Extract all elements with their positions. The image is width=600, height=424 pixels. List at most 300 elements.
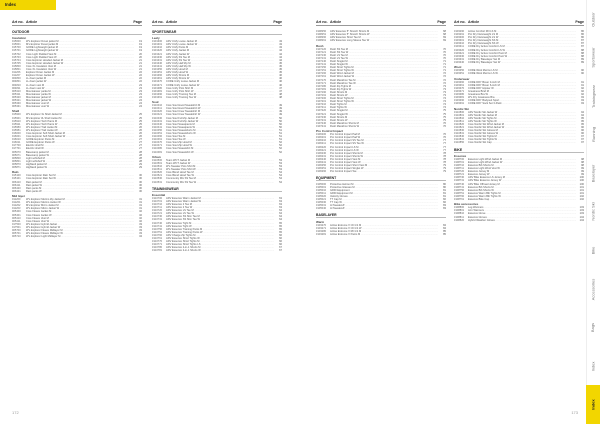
article-number: 915101: [12, 177, 21, 181]
entry-list: [152, 30, 282, 252]
article-name: GORE Explorer Pants M .....: [26, 138, 134, 141]
page-ref: 22: [139, 77, 142, 81]
index-row: [316, 39, 446, 42]
article-number: 905871: [12, 166, 21, 170]
page-ref: 30: [139, 174, 142, 178]
article-name: ADV Essence 2 Tee W .....: [166, 206, 274, 209]
article-name: W's Sweater Polo Shirt W .....: [166, 168, 274, 171]
article-number: 1907121: [316, 50, 327, 54]
article-number: 1907181: [316, 87, 327, 91]
article-number: 1903280: [316, 229, 327, 233]
page-ref: 97: [581, 138, 584, 142]
article-name: Pro Dry Nanoweight SS M .....: [468, 39, 576, 42]
section-tab[interactable]: [586, 347, 600, 386]
header-page: Page: [437, 20, 446, 24]
page-ref: 66: [279, 243, 282, 247]
article-name: GRID Equipment .....: [330, 189, 438, 192]
article-number: 1907201: [316, 100, 327, 104]
article-name: Core Soul Full Zip Jacket M .....: [166, 117, 274, 120]
article-name: Active Comfort RN LS M .....: [468, 30, 576, 33]
article-number: 905070: [12, 150, 21, 154]
page-ref: 93: [581, 96, 584, 100]
page-ref: 81: [443, 194, 446, 198]
page-ref: 46: [279, 83, 282, 87]
article-number: 1903301: [454, 39, 465, 43]
index-row: [152, 181, 282, 184]
page-ref: 72: [443, 81, 446, 85]
page-ref: 45: [279, 64, 282, 68]
article-number: 905331: [12, 105, 21, 109]
article-name: Rush LS Tee W .....: [330, 57, 438, 60]
article-number: 1903391: [454, 102, 465, 106]
page-ref: 50: [279, 119, 282, 123]
article-number: 1903351: [454, 72, 465, 76]
page-ref: 44: [279, 52, 282, 56]
page-ref: 50: [279, 116, 282, 120]
page-ref: 48: [279, 95, 282, 99]
index-column-4: [454, 20, 584, 222]
page-ref: 103: [579, 206, 584, 210]
page-ref: 97: [581, 141, 584, 145]
index-row: [152, 249, 282, 252]
article-name: W's Explorer Hybrid Jacket .....: [26, 223, 134, 226]
article-number: 1908720: [454, 170, 465, 174]
article-name: ADV Nordic Ski Jacket M .....: [468, 114, 576, 117]
article-number: 915910: [12, 119, 21, 123]
article-name: Essence Light Wool Vest W .....: [468, 167, 576, 170]
page-number-right: 173: [571, 410, 578, 415]
article-name: Rush Marathon Tee W .....: [330, 82, 438, 85]
article-number: 1906200: [316, 133, 327, 137]
article-name: Mountaineer parka M .....: [26, 90, 134, 93]
article-number: 1910751: [152, 230, 163, 234]
article-name: Rush Short Tights W .....: [330, 69, 438, 72]
article-number: 1906241: [316, 161, 327, 165]
page-ref: 23: [139, 92, 142, 96]
article-name: Essence Light Wind Jacket W .....: [468, 161, 576, 164]
page-ref: 83: [443, 207, 446, 211]
article-number: 1907131: [316, 56, 327, 60]
article-name: Rush Singlet M .....: [330, 60, 438, 63]
header-article: Article: [26, 20, 38, 24]
page-ref: 50: [279, 125, 282, 129]
page-ref: 65: [279, 227, 282, 231]
page-ref: 78: [443, 154, 446, 158]
article-number: 1908760: [454, 194, 465, 198]
article-number: 915600: [12, 40, 21, 44]
article-number: 917700: [12, 144, 21, 148]
article-number: 915702: [12, 52, 21, 56]
page-ref: 103: [579, 212, 584, 216]
page-ref: 64: [279, 215, 282, 219]
article-name: Core Nordic Ski Tights M .....: [468, 135, 576, 138]
article-name: Electric shell W .....: [26, 147, 134, 150]
article-number: 1908741: [454, 185, 465, 189]
article-name: Core Blend Hood Tee W .....: [166, 174, 274, 177]
page-ref: 24: [139, 98, 142, 102]
article-number: 1907221: [316, 112, 327, 116]
article-number: 1901371: [152, 83, 163, 87]
article-number: 905710: [12, 235, 21, 239]
article-number: 1903371: [454, 89, 465, 93]
article-name: Pro Control Impact Singlet W .....: [330, 167, 438, 170]
subsection-heading: Essential: [152, 192, 166, 197]
article-number: 905330: [12, 102, 21, 106]
page-ref: 33: [139, 225, 142, 229]
article-number: 1908721: [454, 173, 465, 177]
page-ref: 25: [139, 119, 142, 123]
article-number: 1901340: [152, 61, 163, 65]
article-number: 1910770: [152, 240, 163, 244]
subsection-heading: Pro Control Impact: [316, 129, 344, 134]
page-ref: 24: [139, 102, 142, 106]
article-number: 1906251: [316, 167, 327, 171]
header-art-no: Art no.: [152, 20, 164, 24]
index-row: [454, 219, 584, 222]
page-ref: 64: [279, 212, 282, 216]
article-name: ADV Unify Loose Jacket W .....: [166, 43, 274, 46]
article-number: 1910771: [152, 243, 163, 247]
section-tab[interactable]: [586, 116, 600, 155]
page-ref: 20: [139, 55, 142, 59]
section-tab[interactable]: [586, 154, 600, 193]
article-name: Highland jacket W .....: [26, 166, 134, 169]
article-number: 915911: [12, 122, 21, 126]
article-name: Hybrid Weather Gloves .....: [468, 219, 576, 222]
section-tab[interactable]: [586, 77, 600, 116]
index-row: [316, 233, 446, 236]
article-number: 1907220: [316, 109, 327, 113]
article-number: 905400: [12, 210, 21, 214]
article-number: 1910481: [152, 150, 163, 154]
article-name: Rush Marathon Tee M .....: [330, 79, 438, 82]
article-name: Core Soul Zip Hood W .....: [166, 144, 274, 147]
page-ref: 84: [443, 226, 446, 230]
article-number: 905870: [12, 162, 21, 166]
page-ref: 22: [139, 71, 142, 75]
article-number: 915703: [12, 55, 21, 59]
article-name: Active Extreme X CN LS M .....: [330, 224, 438, 227]
article-name: Core Explorer Soft Shell Jacket W .....: [26, 135, 134, 138]
page-ref: 29: [139, 162, 142, 166]
page-ref: 44: [279, 49, 282, 53]
article-name: Electric shell M .....: [26, 144, 134, 147]
article-name: Pro Control Impact Vest M .....: [330, 158, 438, 161]
article-number: 1910701: [152, 199, 163, 203]
page-ref: 75: [443, 115, 446, 119]
page-ref: 71: [443, 69, 446, 73]
subsection-heading: Warm: [316, 219, 325, 224]
article-name: W's Explorer Micro Jacket W .....: [26, 207, 134, 210]
article-name: Core Soul Sweatshorts M .....: [166, 129, 274, 132]
article-name: W's Explorer Merino Zip Jacket M .....: [26, 198, 134, 201]
page-ref: 72: [443, 78, 446, 82]
article-number: 1910700: [152, 196, 163, 200]
page-ref: 65: [279, 230, 282, 234]
section-tab-label: Index: [590, 361, 596, 372]
article-number: 1907160: [316, 72, 327, 76]
section-tab-label: Trainingwear: [590, 84, 596, 108]
page-ref: 68: [443, 33, 446, 37]
article-name: Al Sweatcuff .....: [330, 204, 438, 207]
page-ref: 44: [279, 58, 282, 62]
article-number: 1910731: [152, 218, 163, 222]
article-number: 1901370: [152, 80, 163, 84]
page-ref: 89: [581, 57, 584, 61]
section-tab[interactable]: [586, 39, 600, 78]
article-number: 905410: [12, 216, 21, 220]
article-name: W's Dry Greatness Bra .....: [468, 96, 576, 99]
article-number: 1908810: [454, 212, 465, 216]
page-ref: 67: [279, 246, 282, 250]
article-name: Rain pants W .....: [26, 190, 134, 193]
page-ref: 79: [443, 164, 446, 168]
article-name: Rush Shorts M .....: [330, 116, 438, 119]
article-number: 1903270: [316, 223, 327, 227]
article-number: 1906221: [316, 148, 327, 152]
article-number: 1907120: [316, 47, 327, 51]
article-name: Rush Singlet M .....: [330, 109, 438, 112]
article-number: 1910511: [152, 168, 162, 172]
page-ref: 64: [279, 218, 282, 222]
article-name: Greatness Bra W .....: [468, 93, 576, 96]
article-name: Rush Short Tights M .....: [330, 97, 438, 100]
page-ref: 74: [443, 103, 446, 107]
page-ref: 101: [579, 188, 584, 192]
index-row: [454, 141, 584, 144]
article-name: GORE Explorer Pants W .....: [26, 141, 134, 144]
page-ref: 81: [443, 188, 446, 192]
article-number: 917500: [12, 222, 21, 226]
page-ref: 76: [443, 136, 446, 140]
article-name: ADV Essence 2-in-1 Shorts W .....: [166, 249, 274, 252]
article-number: 911206: [12, 71, 21, 75]
article-number: 1903350: [454, 69, 465, 73]
page-ref: 26: [139, 135, 142, 139]
page-ref: 54: [279, 171, 282, 175]
article-name: W's Explorer Duvet jacket M .....: [26, 40, 134, 43]
page-ref: 53: [279, 168, 282, 172]
section-tab[interactable]: [586, 385, 600, 424]
page-ref: 23: [139, 83, 142, 87]
page-ref: 32: [139, 216, 142, 220]
page-ref: 51: [279, 135, 282, 139]
article-name: ADV Essence SS Slim Tee M .....: [166, 215, 274, 218]
article-number: 911203: [12, 207, 21, 211]
page-ref: 32: [139, 219, 142, 223]
page-ref: 66: [279, 233, 282, 237]
page-ref: 33: [139, 229, 142, 232]
article-number: 915701: [12, 49, 21, 53]
article-name: Core Soul Zip Hood M .....: [166, 141, 274, 144]
article-number: 1910711: [152, 206, 162, 210]
article-name: Basecamp jacket M .....: [26, 151, 134, 154]
article-number: 1901380: [152, 86, 163, 90]
article-number: 1906240: [316, 157, 327, 161]
page-ref: 77: [443, 142, 446, 146]
article-name: Core Nordic Ski Gloves W .....: [468, 132, 576, 135]
article-name: Rain pants M .....: [26, 187, 134, 190]
article-number: 1910820: [454, 122, 465, 126]
article-number: 906420: [12, 186, 21, 190]
page-ref: 43: [279, 46, 282, 50]
article-name: Core Fleece Vest W .....: [26, 220, 134, 223]
article-name: Pro Control Impact LS W .....: [330, 149, 438, 152]
page-ref: 87: [581, 39, 584, 43]
page-ref: 95: [581, 122, 584, 126]
article-number: 1901351: [152, 71, 163, 75]
article-name: ADV Unify Half Zip W .....: [166, 65, 274, 68]
article-name: Core Soul Full Zip Jacket W .....: [166, 120, 274, 123]
page-ref: 101: [579, 185, 584, 189]
index-row: [12, 190, 142, 193]
article-name: CORE Wool Merino LS M .....: [468, 69, 576, 72]
article-number: 1907171: [316, 81, 327, 85]
article-number: 1903281: [316, 232, 327, 236]
article-name: Team WCT Jacket M .....: [166, 159, 274, 162]
article-name: Mountaineer parka W .....: [26, 93, 134, 96]
page-ref: 32: [139, 210, 142, 214]
page-ref: 99: [581, 170, 584, 174]
article-number: 1907151: [316, 69, 327, 73]
article-name: CORE Wool Merino LS W .....: [468, 72, 576, 75]
article-name: Mountaineer vest W .....: [26, 105, 134, 108]
page-ref: 70: [443, 53, 446, 57]
page-ref: 33: [139, 222, 142, 226]
article-number: 1901381: [152, 89, 163, 93]
article-name: W's Explorer Trail Jacket W .....: [26, 129, 134, 132]
article-name: Core Soul Hood Sweatshirt W .....: [166, 107, 274, 110]
header-title: Index: [5, 2, 16, 7]
page-ref: 21: [139, 64, 142, 68]
page-ref: 74: [443, 100, 446, 104]
article-name: ADV Essence LS Tee W .....: [166, 212, 274, 215]
article-name: Protective Helmet M .....: [330, 183, 438, 186]
section-tab[interactable]: [586, 308, 600, 347]
article-name: ADV Essence Warm Jacket M .....: [166, 197, 274, 200]
page-ref: 71: [443, 59, 446, 63]
page-ref: 72: [443, 72, 446, 76]
article-name: ADV Nordic Ski Jacket W .....: [468, 111, 576, 114]
page-ref: 30: [139, 189, 142, 193]
page-ref: 99: [581, 167, 584, 171]
page-ref: 49: [279, 107, 282, 111]
article-name: Community Mix SS Tee W .....: [166, 181, 274, 184]
article-name: W's Explorer Tech Pants W .....: [26, 123, 134, 126]
article-number: 1908260: [316, 36, 327, 40]
article-number: 905071: [12, 153, 21, 157]
article-name: Team WCT Jacket W .....: [166, 162, 274, 165]
index-column-3: [316, 20, 446, 236]
article-name: Core Blend Hood Tee M .....: [166, 171, 274, 174]
article-name: Core Fleece Jacket M .....: [26, 210, 134, 213]
article-name: CORE DRY Sock Set 3-Pack .....: [468, 102, 576, 105]
section-tab[interactable]: [586, 0, 600, 39]
article-name: Essence Bib Shorts M .....: [468, 164, 576, 167]
article-number: 1907200: [316, 97, 327, 101]
article-name: Core Nordic Ski Gloves M .....: [468, 129, 576, 132]
article-number: 1907180: [316, 84, 327, 88]
page-ref: 49: [279, 104, 282, 108]
section-tab[interactable]: [586, 231, 600, 270]
page-ref: 53: [279, 158, 282, 162]
page-ref: 84: [443, 223, 446, 227]
article-name: Essence Glove .....: [468, 212, 576, 215]
article-name: Core Explorer Rain Set M .....: [26, 174, 134, 177]
article-number: 1910721: [152, 212, 163, 216]
index-row: [454, 72, 584, 75]
page-ref: 52: [279, 147, 282, 151]
article-name: Core Soul Sweatpants W .....: [166, 126, 274, 129]
article-number: 1910840: [454, 135, 465, 139]
subsection-heading: Soul: [152, 100, 159, 105]
article-name: CORE Dry Baselayer Set W .....: [468, 61, 576, 64]
article-number: 1905021: [316, 198, 327, 202]
section-tab[interactable]: [586, 193, 600, 232]
page-ref: 21: [139, 58, 142, 62]
article-number: 1907141: [316, 63, 327, 67]
article-name: Mountaineer vest M .....: [26, 102, 134, 105]
article-name: Pro Control Impact Shorts M .....: [330, 152, 438, 155]
page-ref: 93: [581, 99, 584, 103]
article-number: 1901361: [152, 77, 163, 81]
page-ref: 73: [443, 90, 446, 94]
section-tab-label: Outdoor: [590, 12, 596, 27]
article-name: Essence Jersey M .....: [468, 170, 576, 173]
article-number: 1906211: [316, 142, 326, 146]
article-name: Core Light Padded Vest W .....: [26, 56, 134, 59]
article-name: W's Explorer Merino Jacket W .....: [26, 201, 134, 204]
page-ref: 87: [581, 42, 584, 46]
article-number: 905311: [12, 92, 21, 96]
article-number: 1907211: [316, 106, 326, 110]
article-name: Pro Control Impact Shorts W .....: [330, 155, 438, 158]
page-ref: 52: [279, 144, 282, 148]
subsection-heading: Urban: [152, 154, 161, 159]
article-number: 1903310: [454, 42, 465, 46]
article-number: 1910531: [152, 180, 163, 184]
article-number: 1908261: [316, 39, 327, 43]
article-number: 915100: [12, 174, 21, 178]
section-heading: BIKE: [454, 148, 584, 153]
header-page: Page: [575, 20, 584, 24]
column-header: [454, 20, 584, 26]
article-name: W's Explorer Trail Jacket M .....: [26, 126, 134, 129]
page-ref: 30: [139, 183, 142, 187]
page-ref: 77: [443, 148, 446, 152]
article-number: 906410: [12, 180, 21, 184]
section-tab-label: Baselayer: [590, 164, 596, 183]
article-name: LL down vest W .....: [26, 87, 134, 90]
article-number: 911202: [12, 204, 21, 208]
article-name: CORE Dry Active Comfort Pant M .....: [468, 52, 576, 55]
section-tab-label: Sportswear: [590, 47, 596, 68]
section-tab[interactable]: [586, 270, 600, 309]
page-ref: 79: [443, 170, 446, 174]
page-ref: 85: [443, 229, 446, 233]
column-header: [316, 20, 446, 26]
article-name: ADV Essence Training Pants M .....: [166, 228, 274, 231]
header-article: Article: [166, 20, 178, 24]
header-article: Article: [330, 20, 342, 24]
article-name: ADV Essence LS Tee M .....: [166, 209, 274, 212]
article-name: Basecamp jacket W .....: [26, 154, 134, 157]
article-number: 1905030: [316, 201, 327, 205]
article-number: 1910830: [454, 129, 465, 133]
page-ref: 100: [579, 176, 584, 180]
page-ref: 92: [581, 86, 584, 90]
article-name: Rush Singlet W .....: [330, 113, 438, 116]
